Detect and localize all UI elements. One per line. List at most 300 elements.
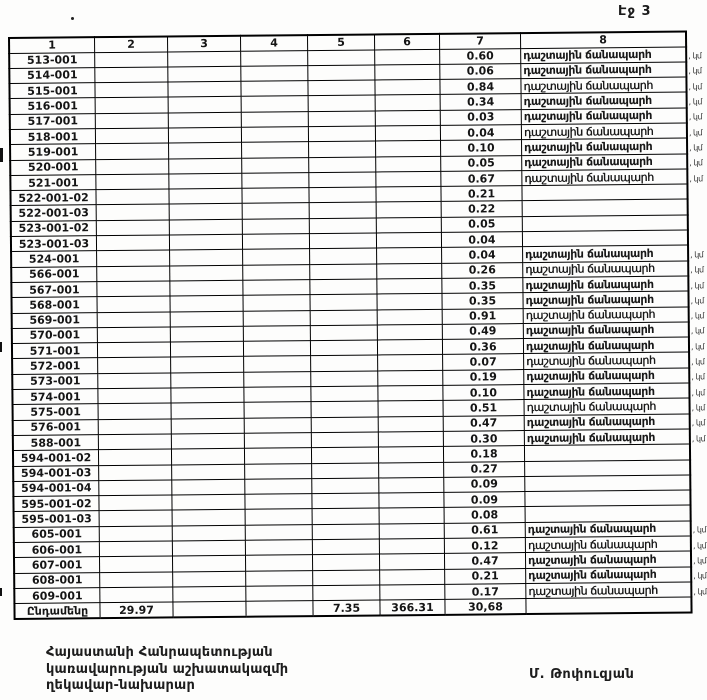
empty-cell bbox=[97, 342, 170, 358]
note-text: դաշտային ճանապարհ bbox=[525, 246, 654, 262]
note-suffix: , կմ bbox=[691, 357, 705, 367]
empty-cell bbox=[170, 341, 243, 357]
row-value: 0.19 bbox=[443, 369, 524, 385]
empty-cell bbox=[241, 96, 308, 112]
note-text: դաշտային ճանապարհ bbox=[524, 170, 654, 185]
empty-cell bbox=[308, 95, 375, 111]
note-suffix: , կմ bbox=[692, 540, 707, 551]
note-text: դաշտային ճանապարհ bbox=[523, 63, 652, 78]
empty-cell bbox=[172, 464, 245, 480]
note-text: դաշտային ճանապարհ bbox=[527, 537, 658, 552]
note-wrap bbox=[526, 567, 707, 583]
row-code: 518-001 bbox=[10, 129, 96, 145]
note-wrap bbox=[523, 261, 704, 277]
row-note-cell bbox=[521, 108, 703, 125]
note-suffix: , կմ bbox=[690, 326, 705, 336]
note-wrap bbox=[525, 414, 706, 430]
empty-cell bbox=[98, 434, 171, 450]
empty-cell bbox=[171, 433, 244, 449]
note-suffix: , կմ bbox=[693, 556, 707, 566]
empty-cell bbox=[246, 601, 313, 617]
row-note-cell bbox=[523, 276, 704, 293]
scan-noise-dot bbox=[71, 17, 74, 20]
note-wrap bbox=[524, 307, 704, 323]
empty-cell bbox=[98, 449, 171, 465]
empty-cell bbox=[309, 187, 376, 203]
empty-cell bbox=[95, 128, 168, 144]
row-code: 607-001 bbox=[14, 557, 100, 573]
empty-cell bbox=[312, 554, 379, 570]
row-code: 569-001 bbox=[12, 312, 98, 328]
row-code: 517-001 bbox=[10, 113, 96, 129]
empty-cell bbox=[169, 219, 242, 235]
row-note-cell bbox=[523, 261, 704, 278]
empty-cell bbox=[98, 403, 171, 419]
empty-cell bbox=[376, 141, 441, 157]
empty-cell bbox=[377, 294, 442, 310]
empty-cell bbox=[96, 189, 169, 205]
row-note-cell bbox=[526, 567, 707, 584]
empty-cell bbox=[169, 204, 242, 220]
empty-cell bbox=[376, 217, 441, 233]
empty-cell bbox=[378, 447, 443, 463]
total-label: Ընդամենը bbox=[14, 603, 100, 619]
empty-cell bbox=[378, 370, 443, 386]
empty-cell bbox=[95, 51, 168, 67]
empty-cell bbox=[168, 51, 241, 67]
empty-cell bbox=[171, 387, 244, 403]
empty-cell bbox=[241, 65, 308, 81]
note-suffix: , կմ bbox=[691, 388, 705, 398]
empty-cell bbox=[243, 310, 310, 326]
empty-cell bbox=[375, 79, 440, 95]
empty-cell bbox=[310, 279, 377, 295]
note-text: դաշտային ճանապարհ bbox=[525, 277, 654, 292]
note-text: դաշտային ճանապարհ bbox=[528, 567, 657, 583]
empty-cell bbox=[376, 232, 441, 248]
row-note-cell bbox=[523, 337, 705, 354]
empty-cell bbox=[172, 479, 245, 495]
empty-cell bbox=[97, 250, 170, 266]
row-value: 0.09 bbox=[444, 476, 525, 492]
empty-cell bbox=[526, 597, 692, 614]
row-note-cell bbox=[524, 368, 705, 385]
column-header-4: 4 bbox=[240, 35, 307, 51]
row-value: 0.07 bbox=[443, 354, 524, 370]
row-code: 576-001 bbox=[13, 419, 99, 435]
note-text: դաշտային ճանապարհ bbox=[526, 414, 655, 430]
row-value: 0.05 bbox=[441, 155, 522, 171]
empty-cell bbox=[246, 585, 313, 601]
note-suffix: , կմ bbox=[689, 143, 703, 153]
row-note-cell bbox=[524, 352, 705, 369]
column-header-8: 8 bbox=[520, 31, 686, 48]
row-note-cell bbox=[522, 154, 703, 171]
row-note-cell bbox=[525, 551, 707, 568]
column-header-5: 5 bbox=[307, 34, 374, 50]
empty-cell bbox=[378, 355, 443, 371]
row-code: 588-001 bbox=[13, 435, 99, 451]
empty-cell bbox=[98, 388, 171, 404]
empty-cell bbox=[96, 220, 169, 236]
row-value: 0.04 bbox=[440, 125, 521, 141]
row-value: 0.18 bbox=[443, 446, 524, 462]
row-value: 0.10 bbox=[443, 385, 524, 401]
row-code: 523-001-03 bbox=[11, 236, 97, 252]
empty-cell bbox=[376, 187, 441, 203]
empty-cell bbox=[242, 218, 309, 234]
empty-cell bbox=[308, 65, 375, 81]
row-code: 608-001 bbox=[14, 572, 100, 588]
row-code: 606-001 bbox=[14, 542, 100, 558]
row-note-cell bbox=[526, 582, 707, 599]
note-text: դաշտային ճանապարհ bbox=[526, 384, 655, 399]
row-code: 570-001 bbox=[12, 328, 98, 344]
empty-cell bbox=[378, 431, 443, 447]
row-value: 0.04 bbox=[442, 247, 523, 263]
empty-cell bbox=[242, 188, 309, 204]
empty-cell bbox=[312, 539, 379, 555]
empty-cell bbox=[244, 448, 311, 464]
row-value: 0.34 bbox=[440, 94, 521, 110]
note-wrap bbox=[526, 537, 707, 552]
empty-cell bbox=[96, 235, 169, 251]
empty-cell bbox=[173, 586, 246, 602]
row-note-cell bbox=[521, 77, 702, 94]
row-value: 0.17 bbox=[445, 583, 526, 599]
note-suffix: , կմ bbox=[691, 433, 706, 444]
page-number: Էջ 3 bbox=[618, 4, 652, 19]
empty-cell bbox=[243, 295, 310, 311]
empty-cell bbox=[168, 66, 241, 82]
footer-line: ղեկավար-նախարար bbox=[46, 678, 196, 693]
row-value: 0.10 bbox=[441, 140, 522, 156]
column-header-7: 7 bbox=[439, 33, 520, 49]
note-text: դաշտային ճանապարհ bbox=[527, 552, 657, 568]
empty-cell bbox=[96, 143, 169, 159]
note-suffix: , կմ bbox=[690, 265, 704, 275]
empty-cell bbox=[309, 141, 376, 157]
empty-cell bbox=[99, 510, 172, 526]
empty-cell bbox=[312, 478, 379, 494]
empty-cell bbox=[379, 523, 444, 539]
empty-cell bbox=[313, 570, 380, 586]
row-code: 524-001 bbox=[11, 251, 97, 267]
signature-name: Մ. Թոփուզյան bbox=[529, 667, 635, 682]
empty-cell bbox=[245, 509, 312, 525]
note-wrap bbox=[524, 369, 705, 384]
empty-cell bbox=[244, 402, 311, 418]
empty-cell bbox=[309, 218, 376, 234]
empty-cell bbox=[99, 495, 172, 511]
empty-cell bbox=[309, 157, 376, 173]
empty-cell bbox=[169, 188, 242, 204]
note-text: դաշտային ճանապարհ bbox=[523, 78, 653, 93]
empty-cell bbox=[99, 464, 172, 480]
row-value: 0.06 bbox=[440, 63, 521, 79]
row-note-cell bbox=[522, 215, 688, 232]
note-wrap bbox=[522, 124, 703, 139]
empty-cell bbox=[171, 418, 244, 434]
note-wrap bbox=[523, 246, 704, 262]
row-code: 515-001 bbox=[9, 83, 95, 99]
note-text: դաշտային ճանապարհ bbox=[525, 338, 655, 353]
row-value: 0.27 bbox=[444, 461, 525, 477]
note-wrap bbox=[525, 430, 706, 445]
note-wrap bbox=[525, 399, 705, 415]
row-code: 521-001 bbox=[10, 175, 96, 191]
row-note-cell bbox=[524, 398, 705, 415]
empty-cell bbox=[173, 601, 246, 617]
row-note-cell bbox=[521, 46, 702, 63]
empty-cell bbox=[245, 524, 312, 540]
note-text: դաշտային ճանապարհ bbox=[525, 261, 655, 277]
empty-cell bbox=[312, 493, 379, 509]
empty-cell bbox=[245, 540, 312, 556]
empty-cell bbox=[171, 357, 244, 373]
empty-cell bbox=[171, 403, 244, 419]
empty-cell bbox=[375, 95, 440, 111]
empty-cell bbox=[379, 554, 444, 570]
note-suffix: , կմ bbox=[689, 173, 703, 183]
empty-cell bbox=[377, 324, 442, 340]
row-note-cell bbox=[521, 123, 703, 140]
empty-cell bbox=[375, 110, 440, 126]
empty-cell bbox=[310, 248, 377, 264]
row-note-cell bbox=[525, 505, 691, 522]
row-code: 595-001-03 bbox=[14, 511, 100, 527]
row-code: 575-001 bbox=[13, 404, 99, 420]
row-note-cell bbox=[523, 322, 705, 339]
empty-cell bbox=[242, 157, 309, 173]
empty-cell bbox=[99, 526, 172, 542]
note-wrap bbox=[526, 522, 707, 537]
scan-noise-mark bbox=[0, 342, 2, 352]
empty-cell bbox=[172, 525, 245, 541]
row-note-cell bbox=[524, 429, 706, 446]
row-code: 513-001 bbox=[9, 52, 95, 68]
empty-cell bbox=[309, 233, 376, 249]
row-value: 0.26 bbox=[442, 262, 523, 278]
empty-cell bbox=[99, 541, 172, 557]
note-wrap bbox=[524, 323, 705, 338]
total-col5: 7.35 bbox=[313, 600, 380, 616]
empty-cell bbox=[311, 401, 378, 417]
row-note-cell bbox=[522, 184, 688, 201]
empty-cell bbox=[96, 174, 169, 190]
note-suffix: , կմ bbox=[691, 372, 705, 382]
empty-cell bbox=[310, 294, 377, 310]
note-wrap bbox=[524, 384, 705, 399]
note-suffix: , կմ bbox=[693, 586, 707, 596]
row-code: 520-001 bbox=[10, 159, 96, 175]
row-note-cell bbox=[523, 245, 704, 262]
row-code: 566-001 bbox=[11, 266, 97, 282]
empty-cell bbox=[95, 97, 168, 113]
row-code: 594-001-02 bbox=[13, 450, 99, 466]
empty-cell bbox=[97, 266, 170, 282]
row-code: 568-001 bbox=[12, 297, 98, 313]
note-suffix: , կմ bbox=[688, 97, 702, 107]
empty-cell bbox=[244, 387, 311, 403]
row-note-cell bbox=[525, 475, 691, 492]
empty-cell bbox=[378, 401, 443, 417]
note-text: դաշտային ճանապարհ bbox=[526, 369, 655, 384]
empty-cell bbox=[95, 113, 168, 129]
note-wrap bbox=[523, 277, 704, 292]
empty-cell bbox=[168, 127, 241, 143]
empty-cell bbox=[380, 584, 445, 600]
empty-cell bbox=[379, 477, 444, 493]
row-code: 605-001 bbox=[14, 526, 100, 542]
total-col7: 30,68 bbox=[445, 599, 526, 615]
empty-cell bbox=[309, 172, 376, 188]
cadastral-table-wrapper bbox=[8, 31, 707, 620]
empty-cell bbox=[170, 250, 243, 266]
empty-cell bbox=[100, 572, 173, 588]
row-value: 0.03 bbox=[440, 109, 521, 125]
note-suffix: , կմ bbox=[690, 296, 704, 306]
empty-cell bbox=[309, 202, 376, 218]
row-code: 594-001-04 bbox=[13, 480, 99, 496]
empty-cell bbox=[169, 234, 242, 250]
empty-cell bbox=[246, 570, 313, 586]
empty-cell bbox=[377, 278, 442, 294]
empty-cell bbox=[169, 173, 242, 189]
empty-cell bbox=[172, 510, 245, 526]
row-value: 0.30 bbox=[443, 430, 524, 446]
note-wrap bbox=[522, 109, 703, 124]
row-code: 595-001-02 bbox=[13, 496, 99, 512]
column-header-6: 6 bbox=[374, 34, 439, 50]
note-suffix: , կմ bbox=[690, 342, 705, 352]
note-suffix: , կմ bbox=[688, 82, 702, 92]
empty-cell bbox=[244, 356, 311, 372]
row-note-cell bbox=[524, 383, 705, 400]
row-note-cell bbox=[525, 490, 691, 507]
empty-cell bbox=[378, 416, 443, 432]
footer-line: կառավարության աշխատակազմի bbox=[46, 661, 289, 677]
note-text: դաշտային ճանապարհ bbox=[523, 93, 652, 109]
empty-cell bbox=[168, 81, 241, 97]
empty-cell bbox=[242, 234, 309, 250]
note-text: դաշտային ճանապարհ bbox=[524, 154, 653, 170]
empty-cell bbox=[170, 265, 243, 281]
empty-cell bbox=[308, 111, 375, 127]
row-value: 0.67 bbox=[441, 170, 522, 186]
empty-cell bbox=[311, 355, 378, 371]
empty-cell bbox=[244, 371, 311, 387]
row-code: 609-001 bbox=[14, 588, 100, 604]
empty-cell bbox=[99, 480, 172, 496]
empty-cell bbox=[376, 156, 441, 172]
row-code: 516-001 bbox=[10, 98, 96, 114]
row-value: 0.35 bbox=[442, 293, 523, 309]
row-value: 0.08 bbox=[444, 507, 525, 523]
empty-cell bbox=[96, 204, 169, 220]
empty-cell bbox=[245, 478, 312, 494]
empty-cell bbox=[244, 417, 311, 433]
empty-cell bbox=[380, 569, 445, 585]
empty-cell bbox=[308, 49, 375, 65]
empty-cell bbox=[311, 447, 378, 463]
empty-cell bbox=[170, 296, 243, 312]
empty-cell bbox=[241, 111, 308, 127]
empty-cell bbox=[98, 357, 171, 373]
empty-cell bbox=[97, 296, 170, 312]
empty-cell bbox=[241, 81, 308, 97]
row-value: 0.61 bbox=[444, 522, 525, 538]
row-code: 567-001 bbox=[11, 282, 97, 298]
row-note-cell bbox=[521, 92, 702, 109]
note-text: դաշտային ճանապարհ bbox=[526, 399, 656, 415]
empty-cell bbox=[98, 419, 171, 435]
empty-cell bbox=[378, 385, 443, 401]
note-text: դաշտային ճանապարհ bbox=[524, 139, 653, 155]
note-suffix: , կմ bbox=[690, 250, 704, 260]
row-code: 594-001-03 bbox=[13, 465, 99, 481]
empty-cell bbox=[245, 463, 312, 479]
empty-cell bbox=[172, 540, 245, 556]
total-col6: 366.31 bbox=[380, 600, 445, 616]
row-value: 0.84 bbox=[440, 79, 521, 95]
row-code: 573-001 bbox=[12, 373, 98, 389]
empty-cell bbox=[170, 326, 243, 342]
row-value: 0.47 bbox=[443, 415, 524, 431]
empty-cell bbox=[97, 281, 170, 297]
empty-cell bbox=[310, 325, 377, 341]
empty-cell bbox=[243, 325, 310, 341]
note-text: դաշտային ճանապարհ bbox=[528, 583, 658, 598]
note-text: դաշտային ճանապարհ bbox=[527, 522, 656, 537]
note-text: դաշտային ճանապարհ bbox=[525, 323, 655, 338]
empty-cell bbox=[379, 492, 444, 508]
row-value: 0.09 bbox=[444, 492, 525, 508]
note-wrap bbox=[521, 63, 702, 78]
note-suffix: , կմ bbox=[691, 418, 706, 428]
note-wrap bbox=[522, 139, 703, 155]
empty-cell bbox=[377, 263, 442, 279]
note-text: դաշտային ճանապարհ bbox=[525, 292, 654, 308]
row-value: 0.91 bbox=[442, 308, 523, 324]
table-body bbox=[9, 46, 707, 618]
column-header-2: 2 bbox=[95, 36, 168, 52]
empty-cell bbox=[97, 327, 170, 343]
empty-cell bbox=[245, 494, 312, 510]
empty-cell bbox=[311, 386, 378, 402]
empty-cell bbox=[376, 171, 441, 187]
empty-cell bbox=[171, 448, 244, 464]
empty-cell bbox=[97, 312, 170, 328]
empty-cell bbox=[308, 126, 375, 142]
row-code: 574-001 bbox=[12, 389, 98, 405]
empty-cell bbox=[169, 143, 242, 159]
row-value: 0.04 bbox=[441, 232, 522, 248]
row-code: 523-001-02 bbox=[11, 220, 97, 236]
empty-cell bbox=[375, 125, 440, 141]
empty-cell bbox=[376, 202, 441, 218]
empty-cell bbox=[242, 172, 309, 188]
row-value: 0.36 bbox=[442, 339, 523, 355]
row-value: 0.05 bbox=[441, 216, 522, 232]
row-value: 0.21 bbox=[445, 568, 526, 584]
row-code: 572-001 bbox=[12, 358, 98, 374]
empty-cell bbox=[95, 67, 168, 83]
note-text: դաշտային ճանապարհ bbox=[526, 430, 656, 445]
total-col2: 29.97 bbox=[100, 602, 173, 618]
row-code: 571-001 bbox=[12, 343, 98, 359]
empty-cell bbox=[170, 280, 243, 296]
